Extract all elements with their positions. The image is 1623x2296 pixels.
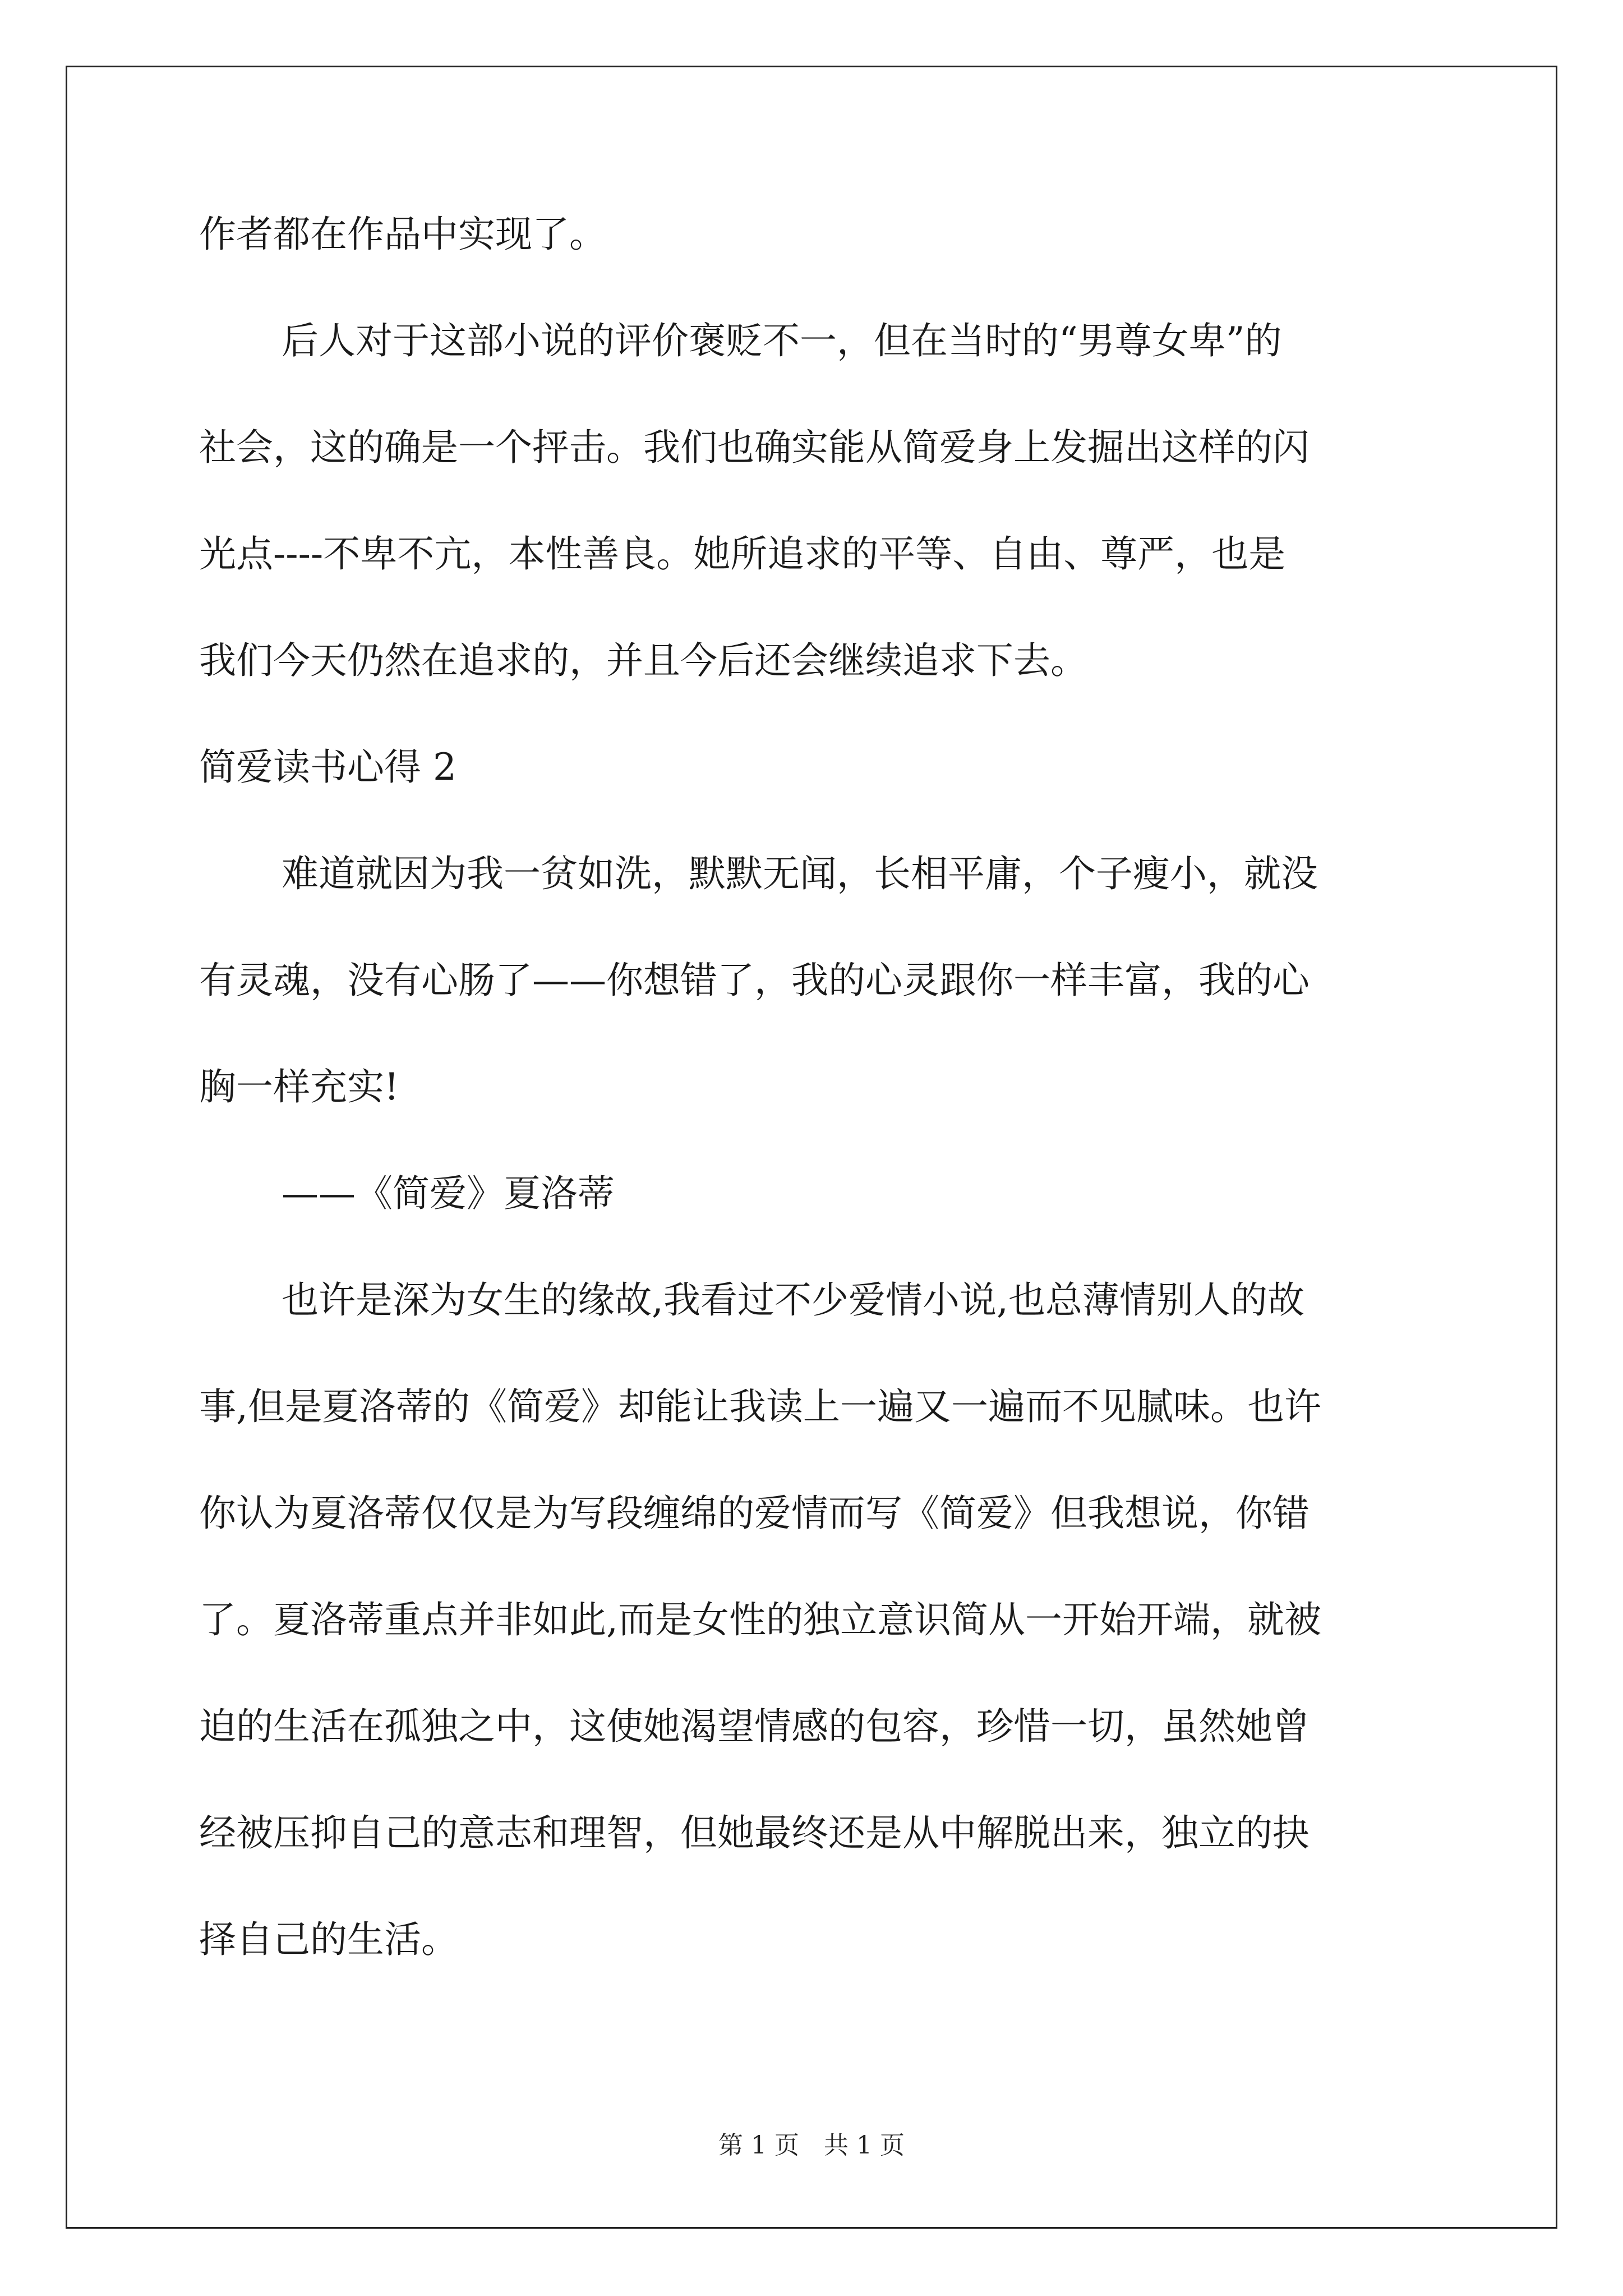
text-line: 也许是深为女生的缘故,我看过不少爱情小说,也总薄情别人的故 xyxy=(282,1278,1304,1322)
text-line: 作者都在作品中实现了。 xyxy=(199,213,606,256)
text-line: 经被压抑自己的意志和理智，但她最终还是从中解脱出来，独立的抉 xyxy=(199,1811,1310,1855)
quote-attribution: ——《简爱》夏洛蒂 xyxy=(282,1172,615,1215)
page-border xyxy=(66,66,1557,2229)
text-line: 胸一样充实! xyxy=(199,1065,399,1108)
text-line: 迫的生活在孤独之中，这使她渴望情感的包容，珍惜一切，虽然她曾 xyxy=(199,1705,1310,1748)
section-heading: 简爱读书心得 2 xyxy=(199,746,457,789)
text-line: 我们今天仍然在追求的，并且今后还会继续追求下去。 xyxy=(199,639,1087,682)
text-line: 难道就因为我一贫如洗，默默无闻，长相平庸，个子瘦小，就没 xyxy=(282,852,1318,895)
page-number: 第 1 页 共 1 页 xyxy=(718,2131,905,2160)
text-line: 了。夏洛蒂重点并非如此,而是女性的独立意识简从一开始开端，就被 xyxy=(199,1598,1321,1641)
text-line: 你认为夏洛蒂仅仅是为写段缠绵的爱情而写《简爱》但我想说，你错 xyxy=(199,1492,1310,1535)
text-line: 有灵魂，没有心肠了——你想错了，我的心灵跟你一样丰富，我的心 xyxy=(199,959,1310,1002)
text-line: 择自己的生活。 xyxy=(199,1918,458,1961)
text-line: 后人对于这部小说的评价褒贬不一，但在当时的“男尊女卑”的 xyxy=(282,319,1282,362)
text-line: 光点----不卑不亢，本性善良。她所追求的平等、自由、尊严，也是 xyxy=(199,532,1286,576)
text-line: 社会，这的确是一个抨击。我们也确实能从简爱身上发掘出这样的闪 xyxy=(199,426,1310,469)
text-line: 事,但是夏洛蒂的《简爱》却能让我读上一遍又一遍而不见腻味。也许 xyxy=(199,1385,1321,1428)
